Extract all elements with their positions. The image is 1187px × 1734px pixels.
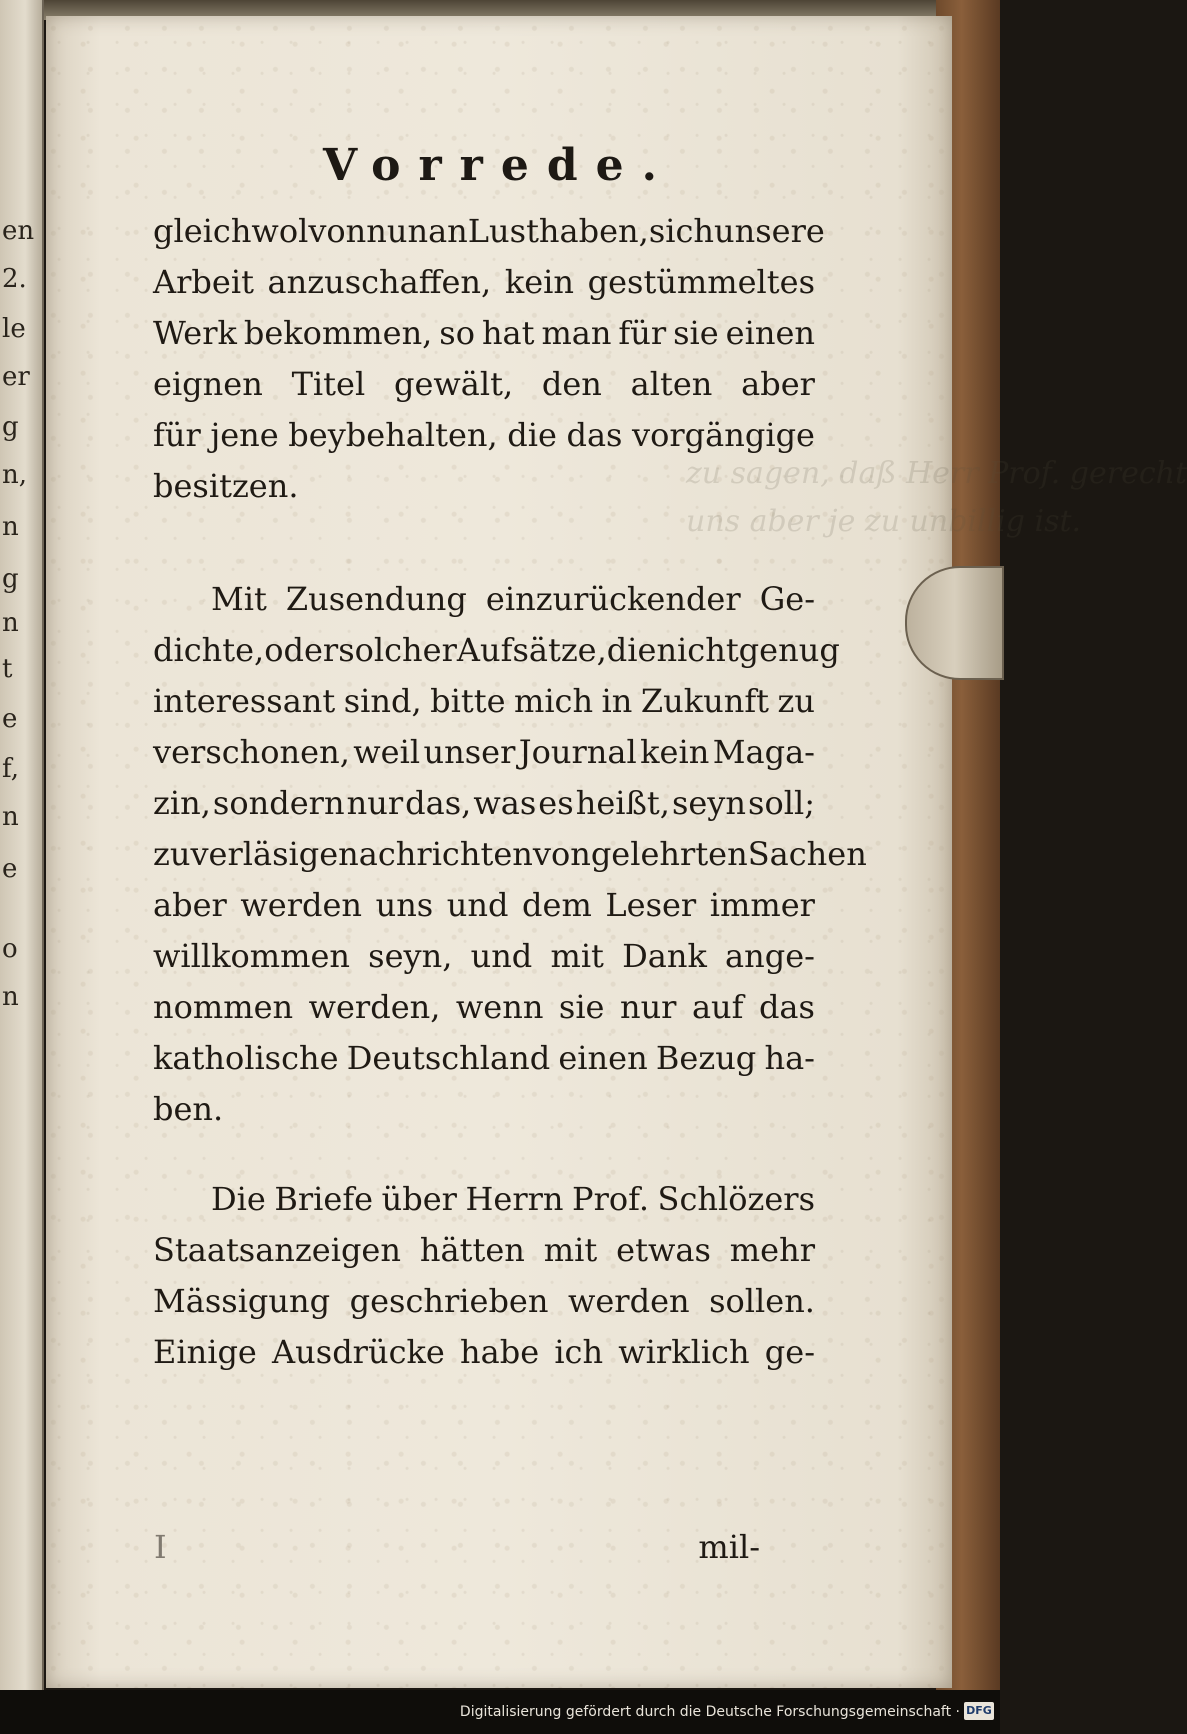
word: von	[532, 835, 591, 873]
paragraph-3	[153, 1174, 815, 1378]
running-head: Vorrede.	[323, 140, 675, 191]
word: für	[153, 416, 201, 454]
word: Ausdrücke	[272, 1333, 445, 1371]
word: mehr	[729, 1231, 815, 1269]
word: eignen	[153, 365, 263, 403]
text-line	[153, 778, 815, 829]
previous-page-fragment: e	[2, 704, 18, 734]
text-line	[153, 574, 815, 625]
word: an	[428, 212, 468, 250]
text-line	[153, 1276, 815, 1327]
word: nun	[366, 212, 429, 250]
previous-page-fragment: g	[2, 412, 19, 442]
word: seyn	[671, 784, 746, 822]
word: sollen.	[709, 1282, 815, 1320]
word: das	[566, 416, 623, 454]
word: Aufsätze,	[456, 631, 607, 669]
word: zin,	[153, 784, 211, 822]
previous-page-fragment: 2.	[2, 264, 27, 294]
word: Lust	[467, 212, 539, 250]
word: vorgängige	[632, 416, 815, 454]
word: Die	[211, 1180, 266, 1218]
word: unsere	[714, 212, 825, 250]
word: einen	[558, 1039, 648, 1077]
word: und	[470, 937, 533, 975]
word: uns	[375, 886, 434, 924]
signature-mark: I	[154, 1528, 167, 1566]
word: Arbeit	[153, 263, 254, 301]
word: nachrichten	[338, 835, 533, 873]
text-line	[153, 1327, 815, 1378]
word: werden	[567, 1282, 690, 1320]
text-line	[153, 206, 825, 257]
word: haben,	[538, 212, 649, 250]
text-line	[153, 359, 815, 410]
previous-page-fragment: f,	[2, 754, 19, 784]
text-line	[153, 1084, 815, 1135]
footer-credit: Digitalisierung gefördert durch die Deutsche Forschungsgemeinschaft ·	[459, 1704, 960, 1720]
word: immer	[709, 886, 815, 924]
previous-page-fragment: n	[2, 982, 19, 1012]
dfg-logo: DFG	[964, 1702, 994, 1720]
word: dem	[522, 886, 592, 924]
word: unser	[423, 733, 516, 771]
footer-bar	[0, 1690, 1000, 1734]
word: über	[381, 1180, 457, 1218]
word: Zukunft	[640, 682, 770, 720]
word: wenn	[455, 988, 544, 1026]
text-line-content: besitzen.	[153, 467, 299, 505]
word: Bezug	[655, 1039, 757, 1077]
word: gestümmeltes	[587, 263, 815, 301]
word: die	[507, 416, 557, 454]
text-line	[153, 727, 815, 778]
word: ge-	[764, 1333, 815, 1371]
word: jene	[210, 416, 279, 454]
word: Dank	[622, 937, 707, 975]
word: interessant	[153, 682, 336, 720]
word: mit	[543, 1231, 598, 1269]
word: werden,	[308, 988, 441, 1026]
word: was	[473, 784, 537, 822]
word: die	[606, 631, 657, 669]
word: willkommen	[153, 937, 350, 975]
word: beybehalten,	[288, 416, 498, 454]
word: kein	[504, 263, 574, 301]
word: aber	[153, 886, 227, 924]
previous-page-fragment: e	[2, 854, 18, 884]
word: sondern	[212, 784, 345, 822]
word: Sachen	[747, 835, 867, 873]
word: einzurückender	[485, 580, 741, 618]
word: anzuschaffen,	[267, 263, 492, 301]
word: nur	[346, 784, 404, 822]
word: Herrn	[465, 1180, 564, 1218]
word: Prof.	[572, 1180, 649, 1218]
word: weil	[353, 733, 421, 771]
text-line	[153, 880, 815, 931]
word: einen	[725, 314, 815, 352]
text-line	[153, 1225, 815, 1276]
word: Zusendung	[285, 580, 467, 618]
word: sind,	[343, 682, 422, 720]
text-line	[153, 1174, 815, 1225]
word: Titel	[291, 365, 366, 403]
word: Deutschland	[346, 1039, 551, 1077]
word: man	[541, 314, 612, 352]
word: hätten	[419, 1231, 525, 1269]
book-clasp	[905, 566, 1004, 680]
word: es	[538, 784, 574, 822]
bleed-through-text: zu sagen, daß Herr Prof. gerecht	[686, 456, 1187, 491]
text-line	[153, 257, 815, 308]
word: mich	[513, 682, 594, 720]
text-line-content: ben.	[153, 1090, 224, 1128]
word: heißt,	[575, 784, 670, 822]
word: habe	[460, 1333, 540, 1371]
word: zuverläsige	[153, 835, 339, 873]
previous-page-fragment: g	[2, 564, 19, 594]
word: aber	[741, 365, 815, 403]
word: zu	[777, 682, 815, 720]
word: Journal	[518, 733, 637, 771]
text-line	[153, 410, 815, 461]
word: nicht	[656, 631, 739, 669]
word: und	[446, 886, 509, 924]
word: werden	[240, 886, 363, 924]
word: Mässigung	[153, 1282, 331, 1320]
word: ich	[554, 1333, 604, 1371]
text-line	[153, 829, 867, 880]
word: den	[541, 365, 602, 403]
word: sie	[673, 314, 719, 352]
word: sie	[558, 988, 605, 1026]
previous-page-fragment: en	[2, 216, 35, 246]
previous-page-fragment: n	[2, 512, 19, 542]
word: gewält,	[393, 365, 514, 403]
word: Schlözers	[657, 1180, 815, 1218]
text-line	[153, 625, 840, 676]
word: so	[439, 314, 475, 352]
word: geschrieben	[349, 1282, 549, 1320]
word: seyn,	[368, 937, 453, 975]
paragraph-2	[153, 574, 867, 1135]
word: Briefe	[274, 1180, 374, 1218]
previous-page-fragment: n	[2, 608, 19, 638]
text-line	[153, 676, 815, 727]
bleed-through-text: uns aber je zu unbillig ist.	[686, 504, 1082, 539]
word: verschonen,	[153, 733, 350, 771]
word: ha-	[764, 1039, 815, 1077]
word: auf	[691, 988, 744, 1026]
word: soll;	[748, 784, 815, 822]
word: katholische	[153, 1039, 339, 1077]
word: das	[758, 988, 815, 1026]
word: Werk	[153, 314, 237, 352]
word: alten	[630, 365, 713, 403]
text-line	[153, 982, 815, 1033]
word: gleichwol	[153, 212, 309, 250]
word: dichte,	[153, 631, 265, 669]
word: genug	[738, 631, 840, 669]
word: in	[601, 682, 633, 720]
word: Mit	[211, 580, 267, 618]
paragraph-1	[153, 206, 825, 512]
text-line	[153, 1033, 815, 1084]
word: solcher	[338, 631, 457, 669]
word: etwas	[616, 1231, 711, 1269]
word: mit	[550, 937, 604, 975]
word: Ge-	[759, 580, 815, 618]
word: kein	[640, 733, 710, 771]
text-line	[153, 931, 815, 982]
word: von	[308, 212, 367, 250]
previous-page-fragment: er	[2, 362, 30, 392]
word: wirklich	[618, 1333, 750, 1371]
previous-page-fragment: le	[2, 314, 26, 344]
word: Einige	[153, 1333, 257, 1371]
word: oder	[264, 631, 339, 669]
word: für	[618, 314, 667, 352]
word: Leser	[605, 886, 697, 924]
catchword: mil-	[698, 1528, 760, 1566]
word: nommen	[153, 988, 294, 1026]
previous-page-text-fragments	[0, 0, 42, 1690]
book-page	[46, 16, 1187, 1688]
word: nur	[619, 988, 677, 1026]
previous-page-fragment: n	[2, 802, 19, 832]
word: bekommen,	[243, 314, 433, 352]
previous-page-fragment: t	[2, 654, 13, 684]
text-line	[153, 308, 815, 359]
word: Staatsanzeigen	[153, 1231, 401, 1269]
previous-page-fragment: n,	[2, 460, 28, 490]
previous-page-fragment: o	[2, 934, 18, 964]
word: Maga-	[712, 733, 815, 771]
word: bitte	[430, 682, 506, 720]
word: das,	[405, 784, 472, 822]
word: hat	[481, 314, 535, 352]
word: gelehrten	[590, 835, 748, 873]
word: sich	[648, 212, 714, 250]
text-line	[153, 461, 815, 512]
word: ange-	[725, 937, 815, 975]
